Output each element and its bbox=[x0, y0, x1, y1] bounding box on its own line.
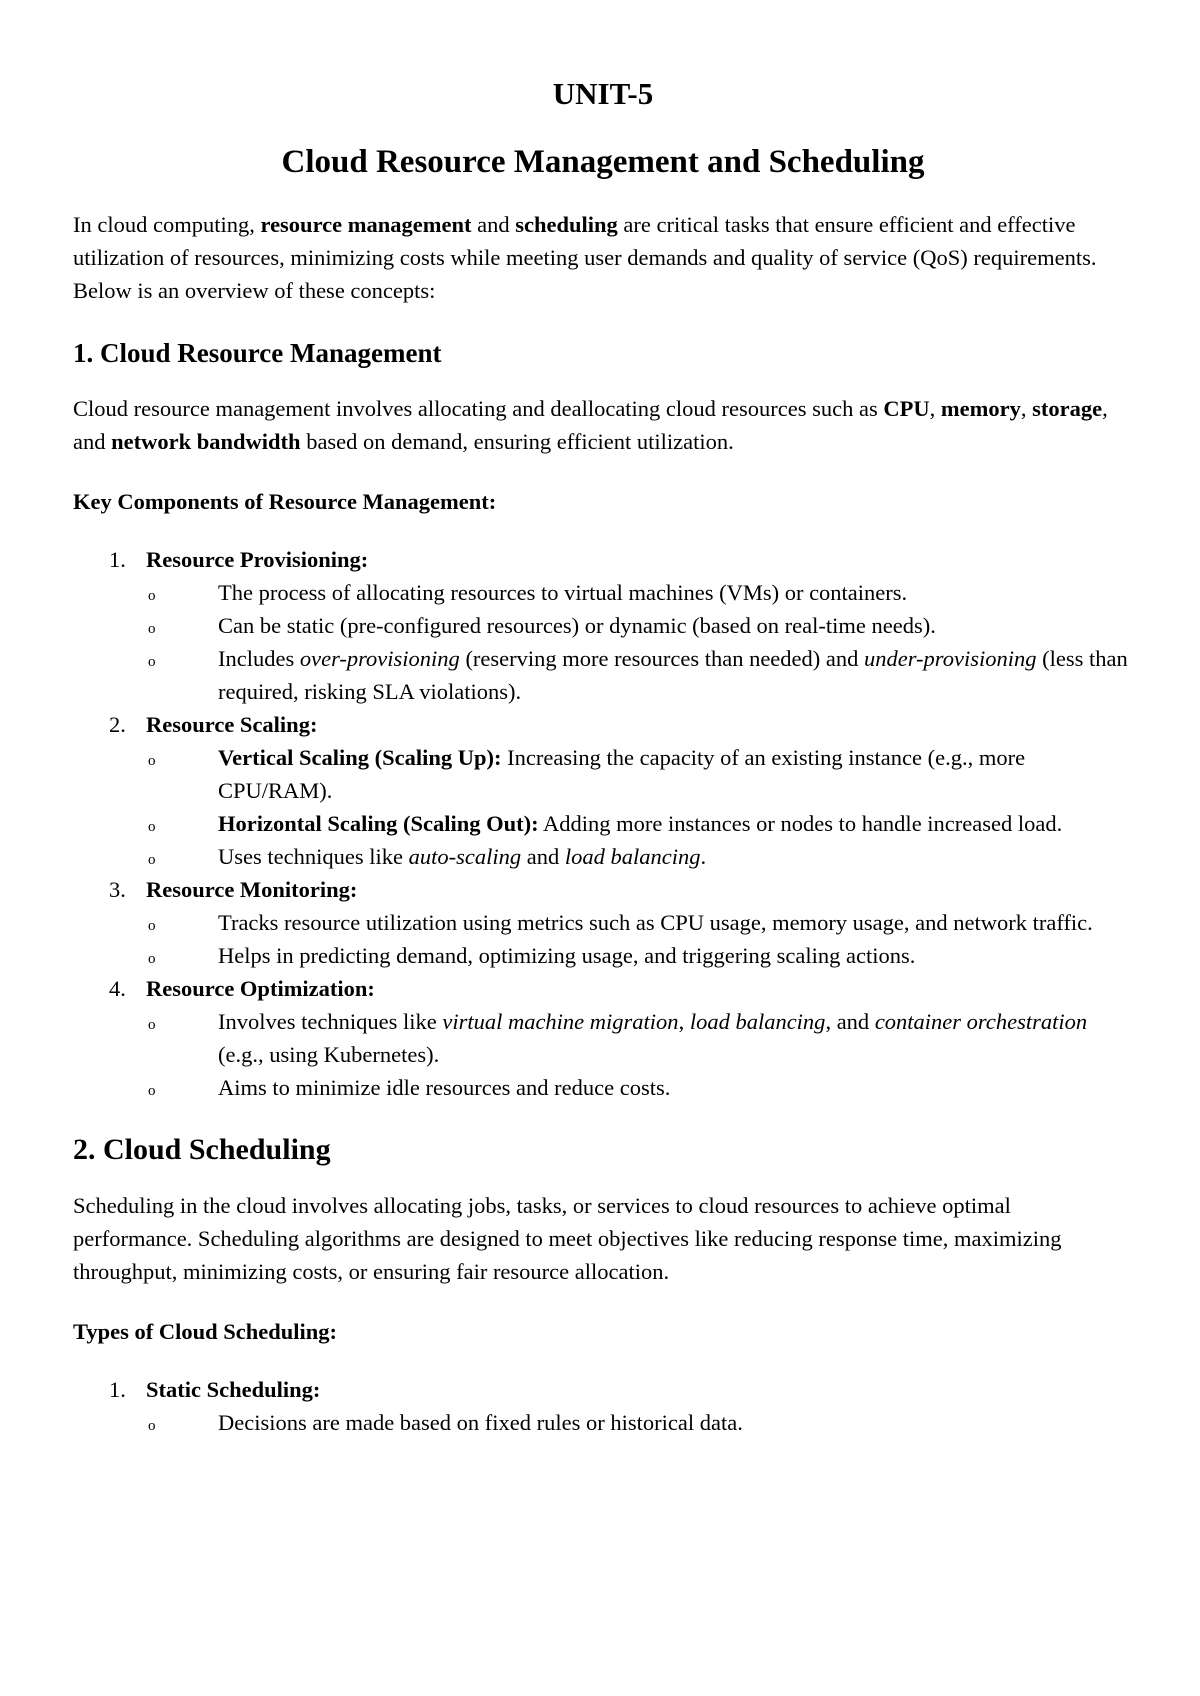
list-number: 1. bbox=[109, 1377, 126, 1402]
italic-term: virtual machine migration bbox=[442, 1009, 679, 1034]
list-item-heading: Resource Optimization: bbox=[146, 976, 375, 1001]
bullet-icon: o bbox=[148, 918, 156, 934]
italic-term: container orchestration bbox=[874, 1009, 1088, 1034]
bullet-item bbox=[146, 609, 1133, 642]
bullet-list bbox=[146, 1406, 1133, 1439]
bold-network-bandwidth: network bandwidth bbox=[111, 429, 301, 454]
list-number: 2. bbox=[109, 712, 126, 737]
bullet-item bbox=[146, 939, 1133, 972]
bold-cpu: CPU bbox=[883, 396, 930, 421]
bullet-item bbox=[146, 840, 1133, 873]
italic-term: over-provisioning bbox=[299, 646, 460, 671]
bullet-text: The process of allocating resources to virtual machines (VMs) or containers. bbox=[218, 580, 908, 605]
bullet-list bbox=[146, 741, 1133, 873]
bullet-text: (e.g., using Kubernetes). bbox=[218, 1042, 440, 1067]
bullet-text: (less than required, risking SLA violations). bbox=[218, 646, 1128, 704]
section-1-heading: 1. Cloud Resource Management bbox=[73, 338, 442, 368]
types-list bbox=[73, 1373, 1133, 1439]
italic-term: load balancing bbox=[564, 844, 701, 869]
list-item bbox=[73, 543, 1133, 708]
bullet-item bbox=[146, 807, 1133, 840]
italic-term: under-provisioning bbox=[864, 646, 1037, 671]
bullet-item bbox=[146, 576, 1133, 609]
bullet-icon: o bbox=[148, 852, 156, 868]
list-item-heading: Resource Provisioning: bbox=[146, 547, 369, 572]
key-components-subheading: Key Components of Resource Management: bbox=[73, 489, 497, 514]
list-number: 1. bbox=[109, 547, 126, 572]
bullet-item bbox=[146, 1071, 1133, 1104]
bullet-icon: o bbox=[148, 621, 156, 637]
bullet-item bbox=[146, 741, 1133, 807]
bullet-text: Includes bbox=[218, 646, 300, 671]
bullet-text: Uses techniques like bbox=[218, 844, 409, 869]
bullet-text: Involves techniques like bbox=[218, 1009, 443, 1034]
list-item bbox=[73, 972, 1133, 1104]
bullet-text: Adding more instances or nodes to handle increased load. bbox=[538, 811, 1063, 836]
bullet-icon: o bbox=[148, 1083, 156, 1099]
intro-paragraph bbox=[73, 208, 1133, 307]
section-1-text: Cloud resource management involves allocating and deallocating cloud resources such as bbox=[73, 396, 884, 421]
list-number: 4. bbox=[109, 976, 126, 1001]
section-2-heading: 2. Cloud Scheduling bbox=[73, 1133, 331, 1166]
bullet-icon: o bbox=[148, 819, 156, 835]
list-item-heading: Resource Monitoring: bbox=[146, 877, 358, 902]
bullet-text: Tracks resource utilization using metrics such as CPU usage, memory usage, and network traffic. bbox=[218, 910, 1093, 935]
bold-memory: memory bbox=[940, 396, 1021, 421]
bullet-text: , and bbox=[825, 1009, 875, 1034]
bullet-icon: o bbox=[148, 588, 156, 604]
bullet-item bbox=[146, 642, 1133, 708]
bullet-bold-term: Horizontal Scaling (Scaling Out): bbox=[218, 811, 539, 836]
bullet-text: . bbox=[700, 844, 707, 869]
intro-text: In cloud computing, bbox=[73, 212, 261, 237]
key-components-list bbox=[73, 543, 1133, 1104]
separator: , and bbox=[73, 396, 1108, 454]
intro-bold-scheduling: scheduling bbox=[515, 212, 618, 237]
separator: , bbox=[929, 396, 941, 421]
bullet-text: (reserving more resources than needed) and bbox=[459, 646, 865, 671]
bullet-list bbox=[146, 576, 1133, 708]
bullet-text: Helps in predicting demand, optimizing usage, and triggering scaling actions. bbox=[218, 943, 916, 968]
bullet-item bbox=[146, 906, 1133, 939]
list-item bbox=[73, 873, 1133, 972]
bullet-text: Aims to minimize idle resources and reduce costs. bbox=[218, 1075, 671, 1100]
bullet-icon: o bbox=[148, 951, 156, 967]
list-item-heading: Static Scheduling: bbox=[146, 1377, 321, 1402]
intro-bold-resource-management: resource management bbox=[260, 212, 472, 237]
italic-term: load balancing bbox=[689, 1009, 826, 1034]
list-item-heading: Resource Scaling: bbox=[146, 712, 318, 737]
section-2-paragraph: Scheduling in the cloud involves allocating jobs, tasks, or services to cloud resources to achieve optimal performance. Scheduling algorithms are designed to meet objectives like reducing response time, maximizing throughput, minimizing costs, or ensuring fair resource allocation. bbox=[73, 1193, 1062, 1284]
section-1-paragraph bbox=[73, 392, 1133, 458]
document-title: Cloud Resource Management and Scheduling bbox=[281, 144, 925, 180]
bullet-text: Decisions are made based on fixed rules or historical data. bbox=[218, 1410, 743, 1435]
bullet-icon: o bbox=[148, 753, 156, 769]
document-page bbox=[73, 72, 1133, 1439]
list-item bbox=[73, 708, 1133, 873]
bullet-item bbox=[146, 1406, 1133, 1439]
bullet-list bbox=[146, 906, 1133, 972]
bullet-icon: o bbox=[148, 1017, 156, 1033]
list-item bbox=[73, 1373, 1133, 1439]
bullet-item bbox=[146, 1005, 1133, 1071]
separator: , bbox=[1020, 396, 1033, 421]
types-subheading: Types of Cloud Scheduling: bbox=[73, 1319, 338, 1344]
intro-text: and bbox=[471, 212, 516, 237]
unit-label: UNIT-5 bbox=[552, 76, 654, 111]
bullet-text: Increasing the capacity of an existing instance (e.g., more CPU/RAM). bbox=[218, 745, 1026, 803]
bold-storage: storage bbox=[1032, 396, 1103, 421]
section-1-text: based on demand, ensuring efficient utilization. bbox=[300, 429, 734, 454]
bullet-text: , bbox=[678, 1009, 690, 1034]
bullet-icon: o bbox=[148, 1418, 156, 1434]
list-number: 3. bbox=[109, 877, 126, 902]
bullet-list bbox=[146, 1005, 1133, 1104]
intro-text: are critical tasks that ensure efficient and effective utilization of resources, minimizing costs while meeting user demands and quality of service (QoS) requirements. Below is an overview of these concepts: bbox=[73, 212, 1097, 303]
bullet-text: Can be static (pre-configured resources) or dynamic (based on real-time needs). bbox=[218, 613, 936, 638]
italic-term: auto-scaling bbox=[408, 844, 522, 869]
bullet-icon: o bbox=[148, 654, 156, 670]
bullet-bold-term: Vertical Scaling (Scaling Up): bbox=[218, 745, 502, 770]
bullet-text: and bbox=[521, 844, 565, 869]
